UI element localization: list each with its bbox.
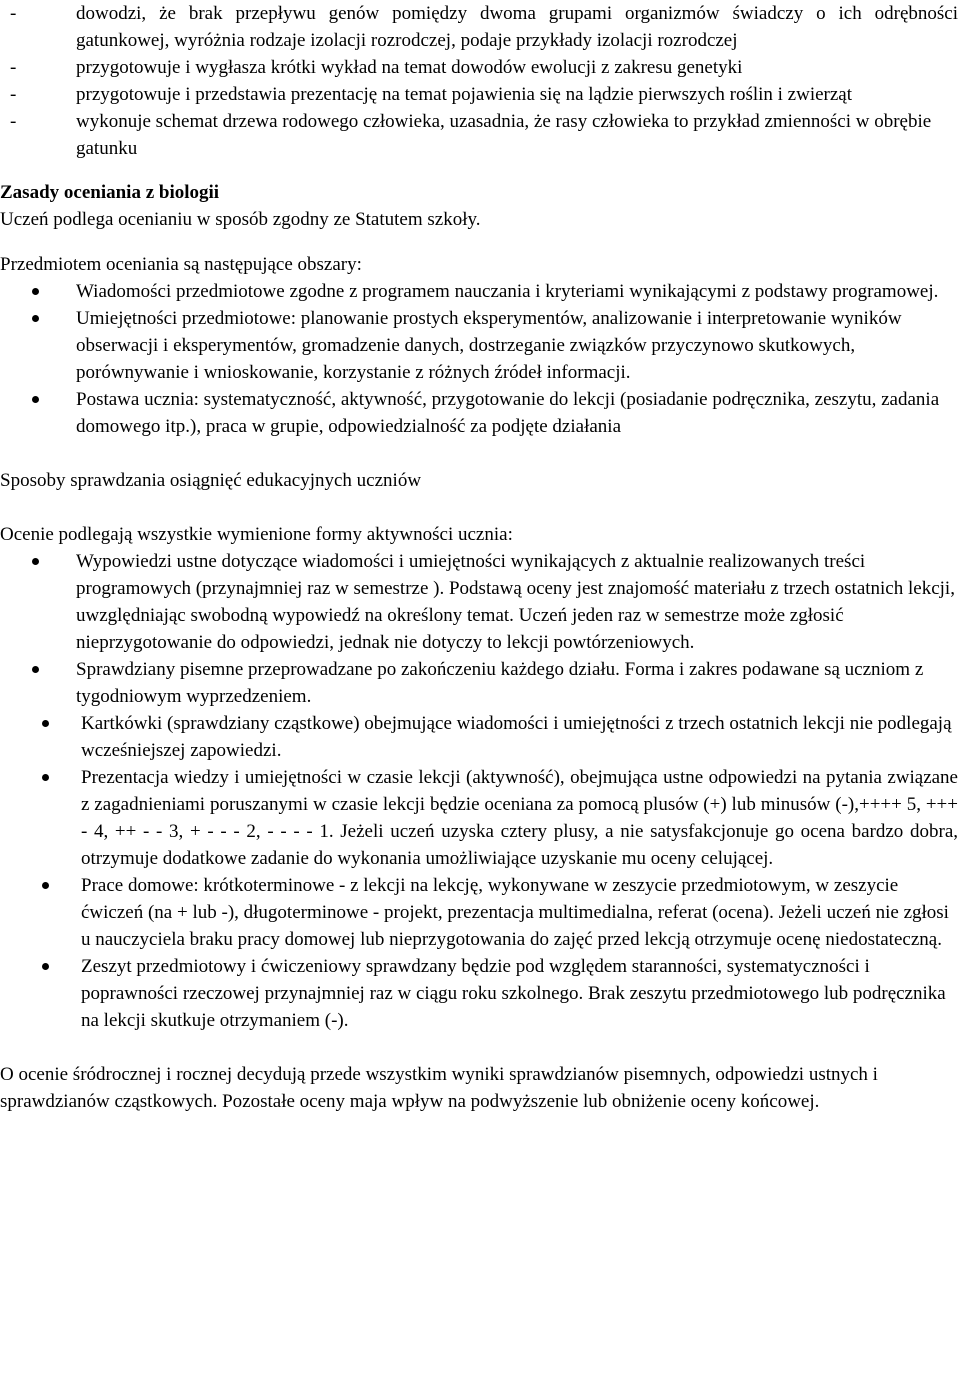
list-item-text: Sprawdziany pisemne przeprowadzane po zakończeniu każdego działu. Forma i zakres podawane są uczniom z tygodniowym wyprzedzeniem. <box>76 659 924 707</box>
final-note: O ocenie śródrocznej i rocznej decydują przede wszystkim wyniki sprawdzianów pisemnych, odpowiedzi ustnych i sprawdzianów cząstkowych. Pozostałe oceny maja wpływ na podwyższenie lub obniżenie oceny końcowej. <box>0 1064 878 1112</box>
bullet-icon <box>32 396 39 403</box>
list-item-text: Wypowiedzi ustne dotyczące wiadomości i umiejętności wynikających z aktualnie realizowanych treści programowych (przynajmniej raz w semestrze ). Podstawą oceny jest znajomość materiału z trzech ostatnich lekcji, uwzględniając swobodną wypowiedź na określony temat. Uczeń jeden raz w semestrze może zgłosić nieprzygotowanie do odpowiedzi, jednak nie dotyczy to lekcji powtórzeniowych. <box>76 551 955 653</box>
bullet-icon <box>32 666 39 673</box>
bullet-icon <box>32 558 39 565</box>
bullet-icon <box>42 774 49 781</box>
list-item <box>0 305 960 386</box>
list-item-text: Kartkówki (sprawdziany cząstkowe) obejmujące wiadomości i umiejętności z trzech ostatnich lekcji nie podlegają wcześniejszej zapowiedzi. <box>81 713 952 761</box>
list-item-text: Prace domowe: krótkoterminowe - z lekcji na lekcję, wykonywane w zeszycie przedmiotowym, w zeszycie ćwiczeń (na + lub -), długoterminowe - projekt, prezentacja multimedialna, referat (ocena). Jeżeli uczeń nie zgłosi u nauczyciela braku pracy domowej lub nieprzygotowania do zajęć przed lekcją otrzymuje ocenę niedostateczną. <box>81 875 949 950</box>
areas-list <box>0 278 960 440</box>
forms-list-a <box>0 548 960 710</box>
bullet-icon <box>32 315 39 322</box>
bullet-icon <box>32 288 39 295</box>
methods-heading: Sposoby sprawdzania osiągnięć edukacyjnych uczniów <box>0 470 422 491</box>
list-item: - przygotowuje i wygłasza krótki wykład na temat dowodów ewolucji z zakresu genetyki <box>0 54 960 81</box>
list-item-text: Umiejętności przedmiotowe: planowanie prostych eksperymentów, analizowanie i interpretowanie wyników obserwacji i eksperymentów, gromadzenie danych, dostrzeganie związków przyczynowo skutkowych, porównywanie i wnioskowanie, korzystanie z różnych źródeł informacji. <box>76 308 902 383</box>
list-item <box>0 548 960 656</box>
list-item-text: Postawa ucznia: systematyczność, aktywność, przygotowanie do lekcji (posiadanie podręcznika, zeszytu, zadania domowego itp.), praca w grupie, odpowiedzialność za podjęte działania <box>76 389 940 437</box>
list-item: - przygotowuje i przedstawia prezentację na temat pojawienia się na lądzie pierwszych roślin i zwierząt <box>0 81 960 108</box>
bullet-icon <box>42 720 49 727</box>
list-item-text: Zeszyt przedmiotowy i ćwiczeniowy sprawdzany będzie pod względem staranności, systematyczności i poprawności rzeczowej przynajmniej raz w ciągu roku szkolnego. Brak zeszytu przedmiotowego lub podręcznika na lekcji skutkuje otrzymaniem (-). <box>81 956 946 1031</box>
forms-intro: Ocenie podlegają wszystkie wymienione formy aktywności ucznia: <box>0 524 513 545</box>
list-item-text: Wiadomości przedmiotowe zgodne z programem nauczania i kryteriami wynikającymi z podstawy programowej. <box>76 281 939 302</box>
list-item <box>0 953 960 1034</box>
list-item: - wykonuje schemat drzewa rodowego człowieka, uzasadnia, że rasy człowieka to przykład zmienności w obrębie gatunku <box>0 108 960 162</box>
list-item: - dowodzi, że brak przepływu genów pomiędzy dwoma grupami organizmów świadczy o ich odrębności gatunkowej, wyróżnia rodzaje izolacji rozrodczej, podaje przykłady izolacji rozrodczej <box>0 0 960 54</box>
bullet-icon <box>42 882 49 889</box>
list-item-text: Prezentacja wiedzy i umiejętności w czasie lekcji (aktywność), obejmująca ustne odpowiedzi na pytania związane z zagadnieniami poruszanymi w czasie lekcji będzie oceniana za pomocą plusów (+) lub minusów (-),++++ 5, +++ - 4, ++ - - 3, + - - - 2, - - - - 1. Jeżeli uczeń uzyska cztery plusy, a nie satysfakcjonuje go ocena bardzo dobra, otrzymuje dodatkowe zadanie do wykonania umożliwiające uzyskanie mu oceny celującej. <box>81 767 958 869</box>
list-item <box>0 386 960 440</box>
evolution-task-list <box>0 0 960 162</box>
forms-list-b <box>0 710 960 1034</box>
bullet-icon <box>42 963 49 970</box>
grading-intro: Uczeń podlega ocenianiu w sposób zgodny ze Statutem szkoły. <box>0 209 481 230</box>
list-item <box>0 764 960 872</box>
list-item <box>0 278 960 305</box>
list-item <box>0 656 960 710</box>
list-item <box>0 710 960 764</box>
areas-intro: Przedmiotem oceniania są następujące obszary: <box>0 254 362 275</box>
grading-heading: Zasady oceniania z biologii <box>0 182 220 203</box>
list-item <box>0 872 960 953</box>
